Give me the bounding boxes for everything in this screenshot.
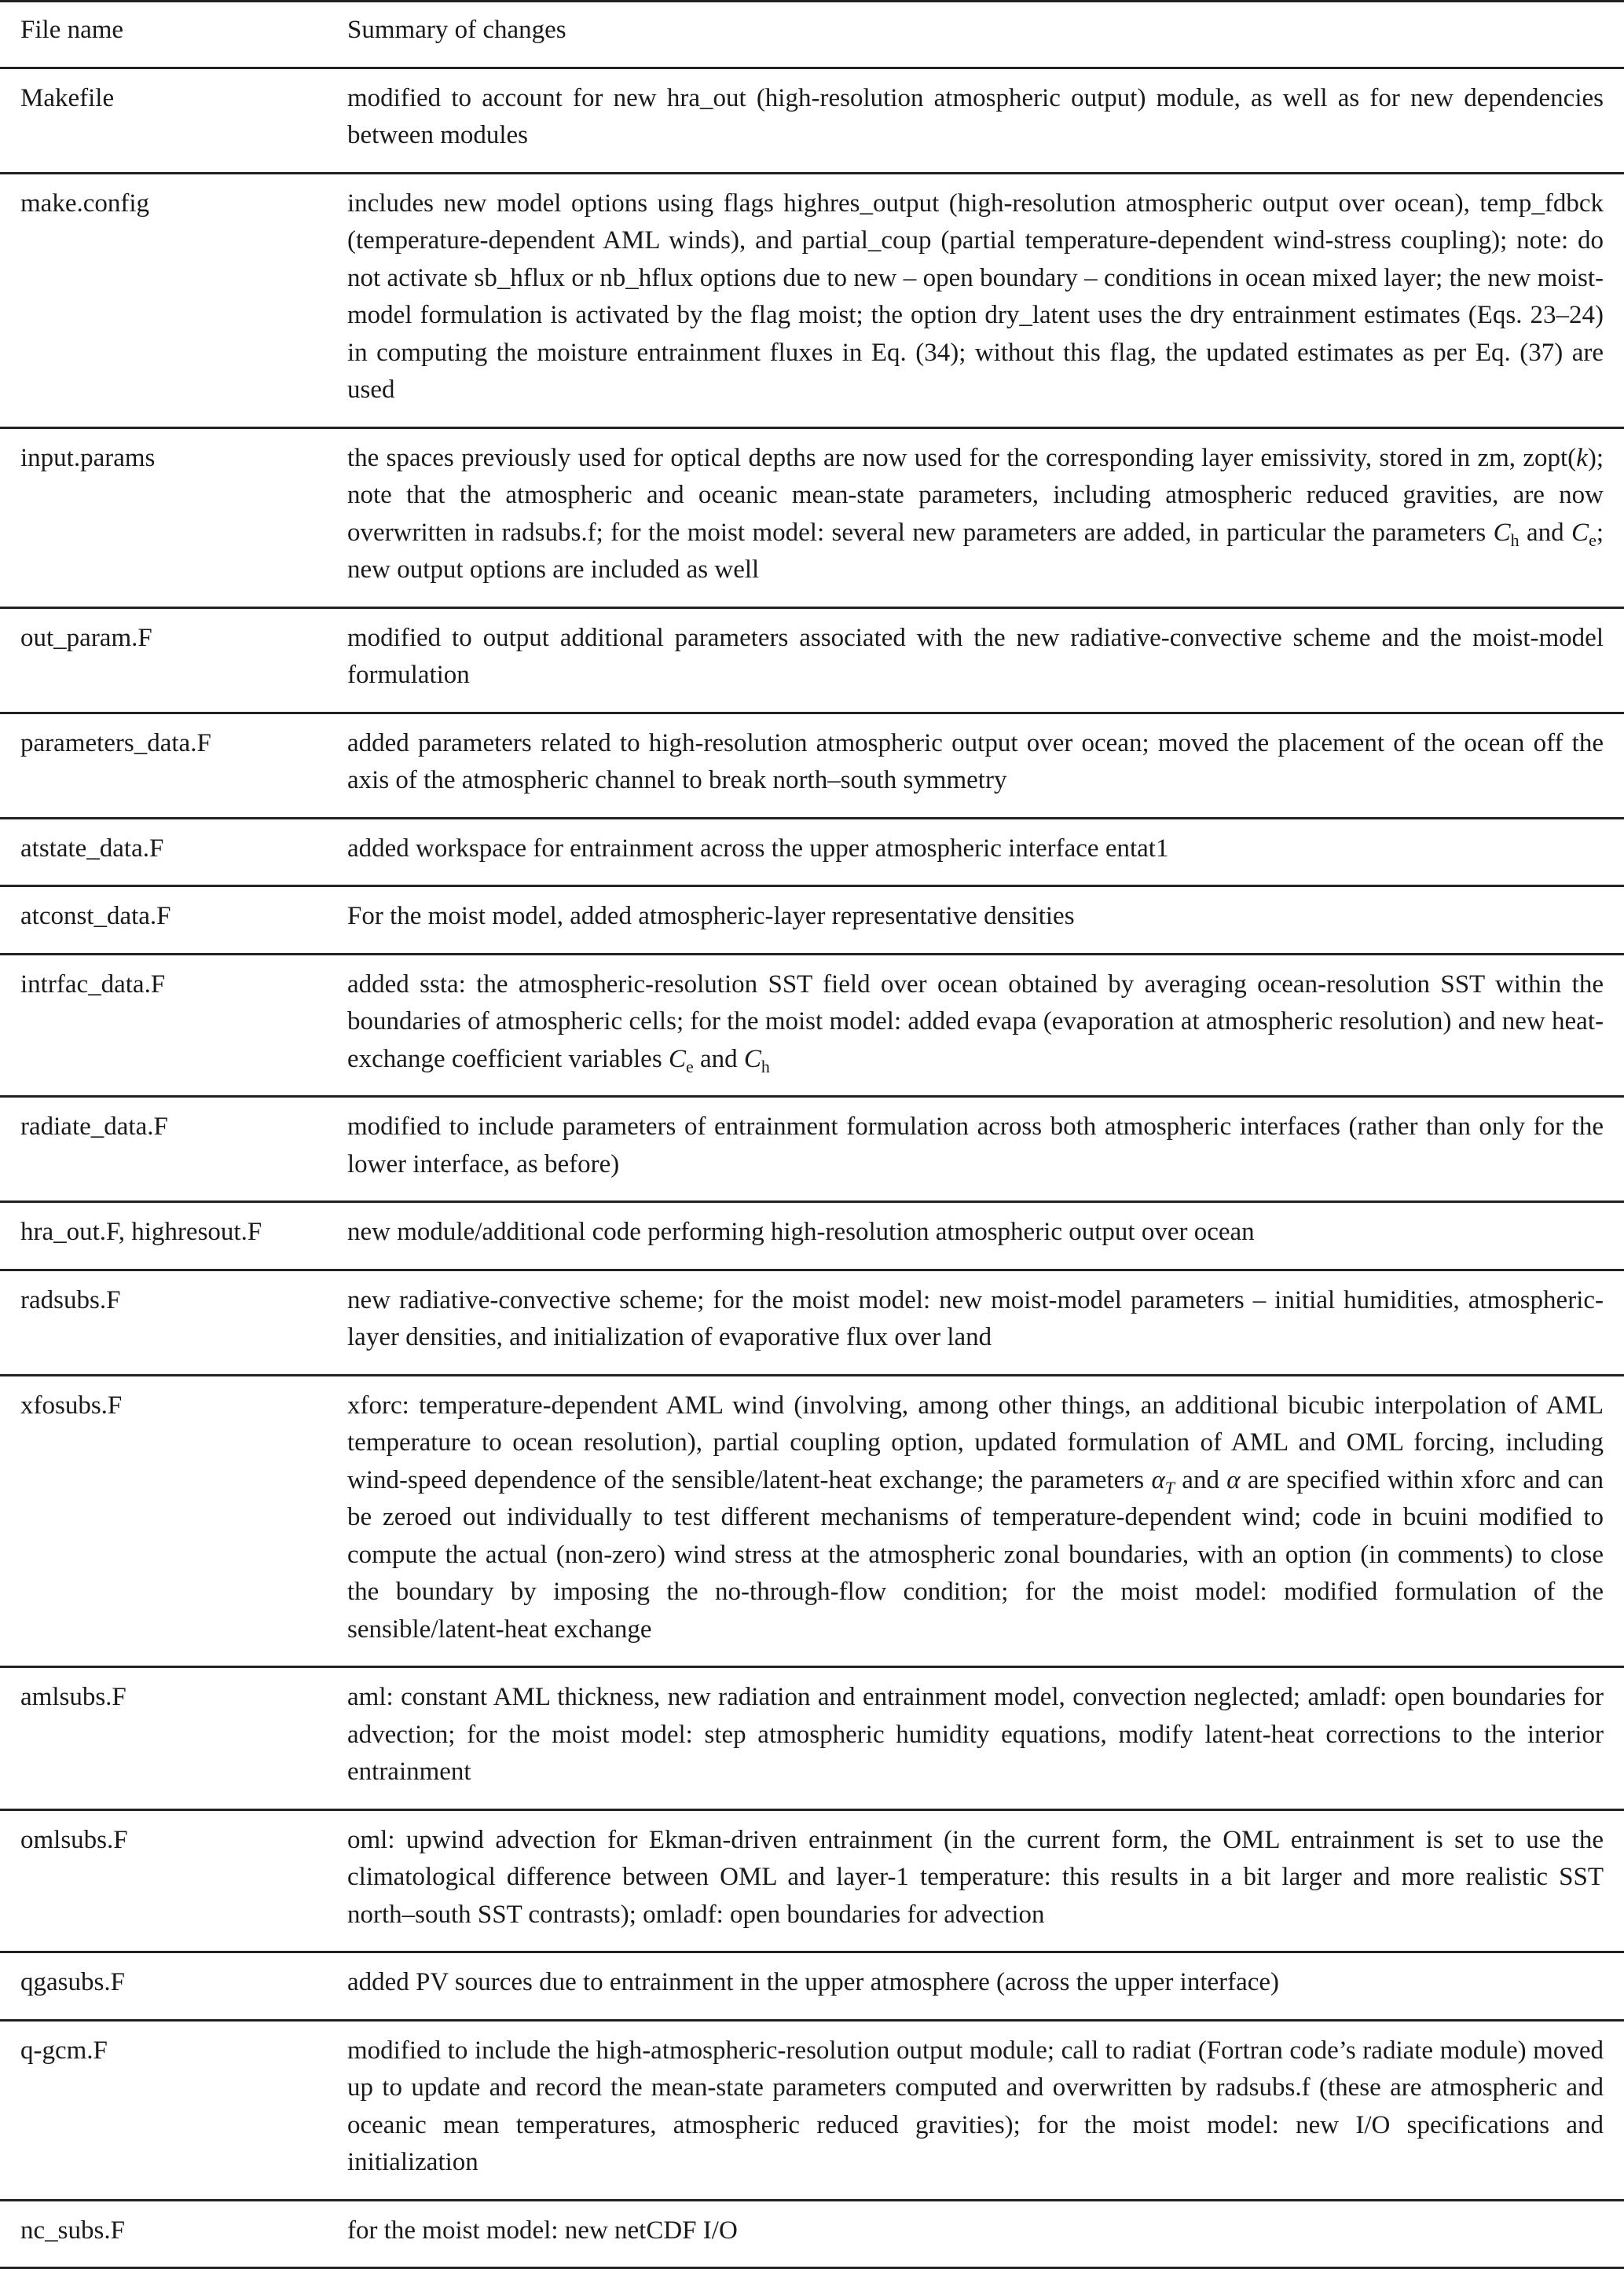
math-k: k bbox=[1576, 443, 1588, 472]
table-row bbox=[0, 1202, 1624, 1270]
table-row bbox=[0, 68, 1624, 173]
table-row bbox=[0, 818, 1624, 886]
summary-text: xforc: temperature-dependent AML wind (involving, among other things, an additional bicubic interpolation of AML temperature to ocean resolution), partial coupling option, updated formulation of AML and OML forcing, including wind-speed dependence of the sensible/latent-heat exchange; the parameters bbox=[347, 1391, 1604, 1494]
summary-text: and bbox=[1519, 518, 1572, 547]
file-name-cell: out_param.F bbox=[20, 623, 152, 652]
summary-cell: aml: constant AML thickness, new radiation and entrainment model, convection neglected; amladf: open boundaries for advection; for the moist model: step atmospheric humidity equations, modify latent-heat corrections to the interior entrainment bbox=[347, 1683, 1604, 1786]
summary-cell: modified to include the high-atmospheric-resolution output module; call to radiat (Fortran code’s radiate module) moved up to update and record the mean-state parameters computed and overwritten by radsubs.f (these are atmospheric and oceanic mean temperatures, atmospheric reduced gravities); for the moist model: new I/O specifications and initialization bbox=[347, 2036, 1604, 2176]
file-name-cell: input.params bbox=[20, 443, 156, 472]
summary-cell bbox=[328, 427, 1624, 607]
header-summary: Summary of changes bbox=[347, 16, 566, 44]
file-name-cell: xfosubs.F bbox=[20, 1391, 123, 1420]
table-row bbox=[0, 1097, 1624, 1202]
summary-cell: For the moist model, added atmospheric-layer representative densities bbox=[347, 902, 1075, 930]
file-name-cell: amlsubs.F bbox=[20, 1683, 126, 1711]
table-row bbox=[0, 1809, 1624, 1952]
summary-text: are specified within xforc and can be zeroed out individually to test different mechanisms of temperature-dependent wind; code in bcuini modified to compute the actual (non-zero) wind stress at the atmospheric zonal boundaries, with an option (in comments) to close the boundary by imposing the no-through-flow condition; for the moist model: modified formulation of the sensible/latent-heat exchange bbox=[347, 1465, 1604, 1644]
summary-cell: added PV sources due to entrainment in the upper atmosphere (across the upper interface) bbox=[347, 1968, 1280, 1996]
table-row bbox=[0, 954, 1624, 1097]
math-alpha-T: $\alpha_T$ bbox=[1151, 1465, 1175, 1497]
summary-text: the spaces previously used for optical depths are now used for the corresponding layer emissivity, stored in zm, zopt( bbox=[347, 443, 1577, 472]
table-row bbox=[0, 2020, 1624, 2200]
file-name-cell: parameters_data.F bbox=[20, 728, 211, 757]
table-row bbox=[0, 1375, 1624, 1667]
math-C-h: $C_h$ bbox=[743, 1044, 770, 1076]
summary-cell: modified to output additional parameters associated with the new radiative-convective scheme and the moist-model formulation bbox=[347, 623, 1604, 689]
file-name-cell: Makefile bbox=[20, 83, 115, 112]
summary-cell: added workspace for entrainment across the upper atmospheric interface entat1 bbox=[347, 834, 1169, 863]
file-name-cell: nc_subs.F bbox=[20, 2216, 125, 2245]
table-row bbox=[0, 427, 1624, 607]
file-name-cell: qgasubs.F bbox=[20, 1968, 125, 1996]
file-name-cell: hra_out.F, highresout.F bbox=[20, 1218, 262, 1246]
table-row bbox=[0, 1667, 1624, 1810]
summary-text: ); note that the atmospheric and oceanic mean-state parameters, including atmospheric reduced gravities, are now overwritten in radsubs.f; for the moist model: several new parameters are added, in particular the parameters bbox=[347, 443, 1604, 547]
table-row bbox=[0, 1952, 1624, 2021]
math-alpha: α bbox=[1226, 1465, 1241, 1494]
summary-cell bbox=[328, 954, 1624, 1097]
summary-cell: for the moist model: new netCDF I/O bbox=[347, 2216, 738, 2245]
summary-cell: includes new model options using flags highres_output (high-resolution atmospheric output over ocean), temp_fdbck (temperature-dependent AML winds), and partial_coup (partial temperature-dependent wind-stress coupling); note: do not activate sb_hflux or nb_hflux options due to new – open boundary – conditions in ocean mixed layer; the new moist-model formulation is activated by the flag moist; the option dry_latent uses the dry entrainment estimates (Eqs. 23–24) in computing the moisture entrainment fluxes in Eq. (34); without this flag, the updated estimates as per Eq. (37) are used bbox=[347, 189, 1604, 404]
summary-text: and bbox=[693, 1044, 744, 1073]
table-row bbox=[0, 1270, 1624, 1375]
math-C-e: $C_e$ bbox=[668, 1044, 694, 1076]
table-row bbox=[0, 713, 1624, 818]
math-C-e: $C_e$ bbox=[1571, 518, 1597, 550]
table-header-row bbox=[0, 2, 1624, 68]
table-row bbox=[0, 886, 1624, 955]
summary-cell bbox=[328, 1375, 1624, 1667]
file-name-cell: q-gcm.F bbox=[20, 2036, 108, 2065]
summary-cell: modified to account for new hra_out (high-resolution atmospheric output) module, as well as for new dependencies between modules bbox=[347, 83, 1604, 149]
table-row bbox=[0, 607, 1624, 713]
summary-cell: modified to include parameters of entrainment formulation across both atmospheric interfaces (rather than only for the lower interface, as before) bbox=[347, 1113, 1604, 1178]
file-name-cell: atstate_data.F bbox=[20, 834, 164, 863]
file-name-cell: intrfac_data.F bbox=[20, 970, 166, 999]
summary-cell: new radiative-convective scheme; for the moist model: new moist-model parameters – initial humidities, atmospheric-layer densities, and initialization of evaporative flux over land bbox=[347, 1285, 1604, 1351]
file-name-cell: make.config bbox=[20, 189, 150, 218]
table-row bbox=[0, 2200, 1624, 2268]
table-row bbox=[0, 173, 1624, 427]
summary-cell: oml: upwind advection for Ekman-driven entrainment (in the current form, the OML entrainment is set to use the climatological difference between OML and layer-1 temperature: this results in a bit larger and more realistic SST north–south SST contrasts); omladf: open boundaries for advection bbox=[347, 1825, 1604, 1929]
summary-cell: new module/additional code performing high-resolution atmospheric output over ocean bbox=[347, 1218, 1255, 1246]
file-name-cell: radsubs.F bbox=[20, 1285, 121, 1314]
file-name-cell: omlsubs.F bbox=[20, 1825, 128, 1854]
file-name-cell: atconst_data.F bbox=[20, 902, 171, 930]
header-file-name: File name bbox=[20, 16, 124, 44]
summary-text: added ssta: the atmospheric-resolution SST field over ocean obtained by averaging ocean-resolution SST within the boundaries of atmospheric cells; for the moist model: added evapa (evaporation at atmospheric resolution) and new heat-exchange coefficient variables bbox=[347, 970, 1604, 1073]
summary-text: ; new output options are included as well bbox=[347, 518, 1604, 584]
math-C-h: $C_h$ bbox=[1493, 518, 1520, 550]
summary-text: and bbox=[1175, 1465, 1227, 1494]
file-name-cell: radiate_data.F bbox=[20, 1113, 168, 1141]
summary-cell: added parameters related to high-resolution atmospheric output over ocean; moved the placement of the ocean off the axis of the atmospheric channel to break north–south symmetry bbox=[347, 728, 1604, 794]
